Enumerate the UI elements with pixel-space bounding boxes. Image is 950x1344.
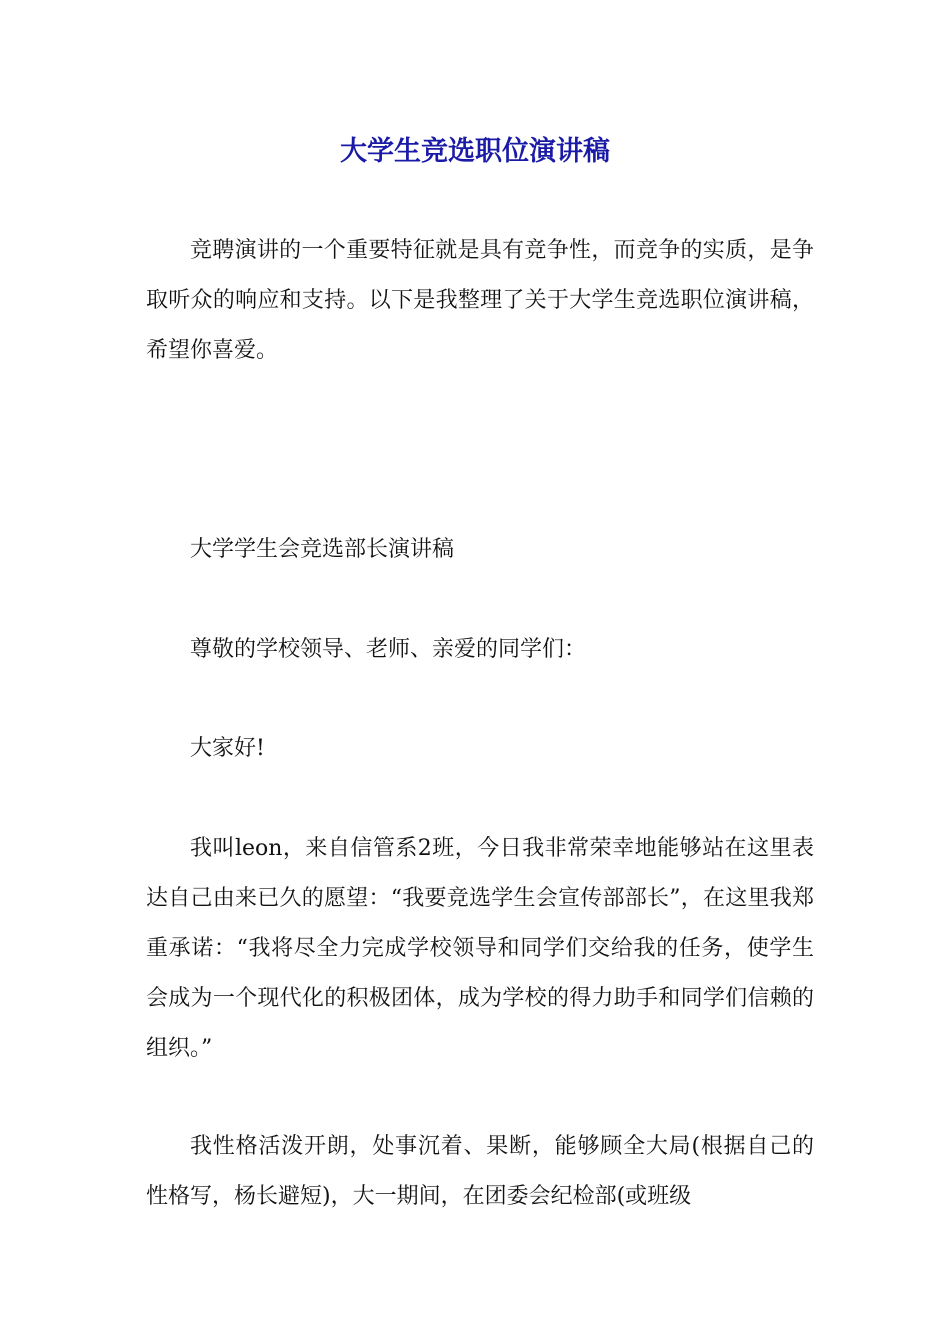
body-paragraph-1: 我叫leon，来自信管系2班，今日我非常荣幸地能够站在这里表达自己由来已久的愿望：“我要竞选学生会宣传部部长”，在这里我郑重承诺：“我将尽全力完成学校领导和同学们交给我的任务，使学生会成为一个现代化的积极团体，成为学校的得力助手和同学们信赖的组织。”	[146, 836, 814, 1061]
document-title: 大学生竞选职位演讲稿	[340, 136, 610, 167]
section-subtitle: 大学学生会竞选部长演讲稿	[190, 537, 455, 562]
salutation: 尊敬的学校领导、老师、亲爱的同学们：	[190, 637, 587, 662]
greeting: 大家好!	[190, 736, 265, 761]
intro-paragraph: 竞聘演讲的一个重要特征就是具有竞争性，而竞争的实质，是争取听众的响应和支持。以下是我整理了关于大学生竞选职位演讲稿，希望你喜爱。	[146, 238, 814, 363]
body-paragraph-2: 我性格活泼开朗，处事沉着、果断，能够顾全大局(根据自己的性格写，杨长避短)，大一期间，在团委会纪检部(或班级	[146, 1134, 814, 1209]
